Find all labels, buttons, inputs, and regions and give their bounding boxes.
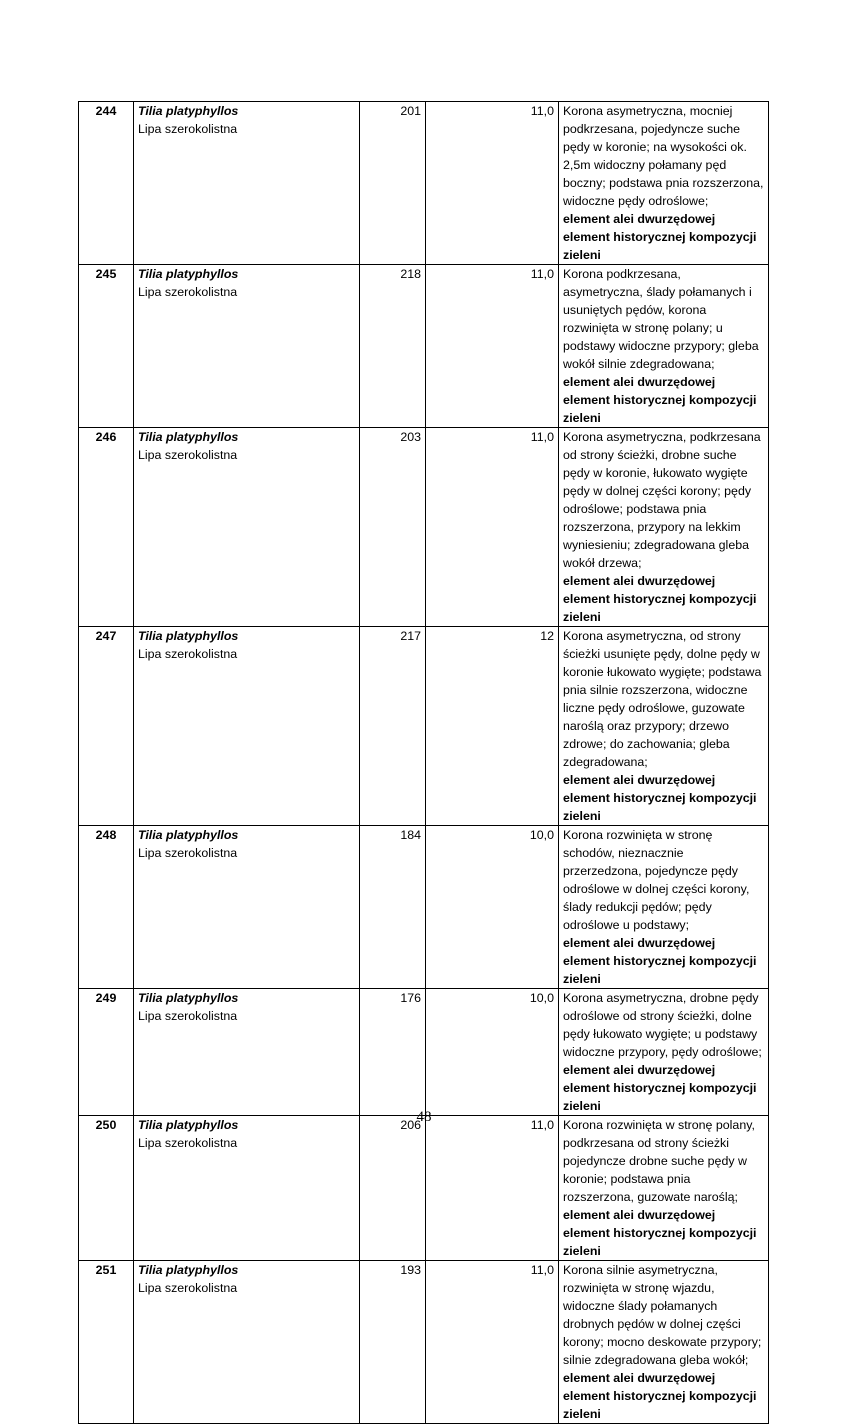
- common-name: Lipa szerokolistna: [138, 448, 238, 462]
- common-name: Lipa szerokolistna: [138, 846, 238, 860]
- table-body: [79, 102, 769, 1424]
- trunk-circumference: 193: [360, 1261, 426, 1424]
- tree-height: 11,0: [426, 265, 559, 428]
- historic-composition-note: element historycznej kompozycji zieleni: [563, 393, 757, 425]
- condition-description: Korona asymetryczna, podkrzesana od strony ścieżki, drobne suche pędy w koronie, łukowato wygięte pędy w dolnej części korony; pędy odroślowe; podstawa pnia rozszerzona, przypory na lekkim wyniesieniu; zdegradowana gleba wokół drzewa;: [563, 430, 761, 570]
- latin-name: Tilia platyphyllos: [138, 104, 239, 118]
- table-row: [79, 989, 769, 1116]
- tree-number: 247: [79, 627, 134, 826]
- description-cell: [559, 102, 769, 265]
- avenue-element-note: element alei dwurzędowej: [563, 773, 716, 787]
- tree-height: 10,0: [426, 989, 559, 1116]
- species-cell: [134, 627, 360, 826]
- avenue-element-note: element alei dwurzędowej: [563, 212, 716, 226]
- common-name: Lipa szerokolistna: [138, 647, 238, 661]
- condition-description: Korona silnie asymetryczna, rozwinięta w stronę wjazdu, widoczne ślady połamanych drobnych pędów w dolnej części korony; mocno deskowate przypory; silnie zdegradowana gleba wokół;: [563, 1263, 762, 1367]
- common-name: Lipa szerokolistna: [138, 1009, 238, 1023]
- latin-name: Tilia platyphyllos: [138, 267, 239, 281]
- page-number: 48: [416, 1109, 432, 1125]
- condition-description: Korona asymetryczna, mocniej podkrzesana, pojedyncze suche pędy w koronie; na wysokości ok. 2,5m widoczny połamany pęd boczny; podstawa pnia rozszerzona, widoczne pędy odroślowe;: [563, 104, 764, 208]
- condition-description: Korona rozwinięta w stronę polany, podkrzesana od strony ścieżki pojedyncze drobne suche pędy w koronie; podstawa pnia rozszerzona, guzowate naroślą;: [563, 1118, 755, 1204]
- tree-height: 10,0: [426, 826, 559, 989]
- latin-name: Tilia platyphyllos: [138, 430, 239, 444]
- tree-number: 250: [79, 1116, 134, 1261]
- condition-description: Korona podkrzesana, asymetryczna, ślady połamanych i usuniętych pędów, korona rozwinięta w stronę polany; u podstawy widoczne przypory; gleba wokół silnie zdegradowana;: [563, 267, 759, 371]
- historic-composition-note: element historycznej kompozycji zieleni: [563, 954, 757, 986]
- historic-composition-note: element historycznej kompozycji zieleni: [563, 230, 757, 262]
- tree-height: 11,0: [426, 102, 559, 265]
- tree-number: 245: [79, 265, 134, 428]
- description-cell: [559, 1261, 769, 1424]
- tree-number: 244: [79, 102, 134, 265]
- tree-height: 11,0: [426, 428, 559, 627]
- tree-inventory-table: [78, 101, 769, 1424]
- species-cell: [134, 265, 360, 428]
- tree-height: 12: [426, 627, 559, 826]
- avenue-element-note: element alei dwurzędowej: [563, 1208, 716, 1222]
- avenue-element-note: element alei dwurzędowej: [563, 574, 716, 588]
- species-cell: [134, 102, 360, 265]
- avenue-element-note: element alei dwurzędowej: [563, 375, 716, 389]
- trunk-circumference: 176: [360, 989, 426, 1116]
- tree-number: 251: [79, 1261, 134, 1424]
- table-row: [79, 826, 769, 989]
- table-row: [79, 428, 769, 627]
- common-name: Lipa szerokolistna: [138, 1281, 238, 1295]
- species-cell: [134, 1261, 360, 1424]
- species-cell: [134, 989, 360, 1116]
- avenue-element-note: element alei dwurzędowej: [563, 1063, 716, 1077]
- latin-name: Tilia platyphyllos: [138, 1118, 239, 1132]
- tree-number: 246: [79, 428, 134, 627]
- common-name: Lipa szerokolistna: [138, 285, 238, 299]
- common-name: Lipa szerokolistna: [138, 1136, 238, 1150]
- historic-composition-note: element historycznej kompozycji zieleni: [563, 1226, 757, 1258]
- table-row: [79, 265, 769, 428]
- trunk-circumference: 217: [360, 627, 426, 826]
- table-row: [79, 627, 769, 826]
- species-cell: [134, 1116, 360, 1261]
- historic-composition-note: element historycznej kompozycji zieleni: [563, 791, 757, 823]
- avenue-element-note: element alei dwurzędowej: [563, 936, 716, 950]
- tree-height: 11,0: [426, 1261, 559, 1424]
- common-name: Lipa szerokolistna: [138, 122, 238, 136]
- historic-composition-note: element historycznej kompozycji zieleni: [563, 1389, 757, 1421]
- trunk-circumference: 201: [360, 102, 426, 265]
- trunk-circumference: 184: [360, 826, 426, 989]
- description-cell: [559, 265, 769, 428]
- latin-name: Tilia platyphyllos: [138, 1263, 239, 1277]
- latin-name: Tilia platyphyllos: [138, 828, 239, 842]
- table-row: [79, 102, 769, 265]
- species-cell: [134, 428, 360, 627]
- tree-number: 249: [79, 989, 134, 1116]
- description-cell: [559, 989, 769, 1116]
- description-cell: [559, 627, 769, 826]
- description-cell: [559, 428, 769, 627]
- tree-number: 248: [79, 826, 134, 989]
- trunk-circumference: 218: [360, 265, 426, 428]
- description-cell: [559, 826, 769, 989]
- condition-description: Korona asymetryczna, od strony ścieżki usunięte pędy, dolne pędy w koronie łukowato wygięte; podstawa pnia silnie rozszerzona, widoczne liczne pędy odroślowe, guzowate naroślą oraz przypory; drzewo zdrowe; do zachowania; gleba zdegradowana;: [563, 629, 762, 769]
- condition-description: Korona rozwinięta w stronę schodów, nieznacznie przerzedzona, pojedyncze pędy odroślowe w dolnej części korony, ślady redukcji pędów; pędy odroślowe u podstawy;: [563, 828, 750, 932]
- avenue-element-note: element alei dwurzędowej: [563, 1371, 716, 1385]
- condition-description: Korona asymetryczna, drobne pędy odroślowe od strony ścieżki, dolne pędy łukowato wygięte; u podstawy widoczne przypory, pędy odroślowe;: [563, 991, 762, 1059]
- trunk-circumference: 206: [360, 1116, 426, 1261]
- description-cell: [559, 1116, 769, 1261]
- historic-composition-note: element historycznej kompozycji zieleni: [563, 592, 757, 624]
- latin-name: Tilia platyphyllos: [138, 629, 239, 643]
- latin-name: Tilia platyphyllos: [138, 991, 239, 1005]
- table-row: [79, 1261, 769, 1424]
- species-cell: [134, 826, 360, 989]
- historic-composition-note: element historycznej kompozycji zieleni: [563, 1081, 757, 1113]
- trunk-circumference: 203: [360, 428, 426, 627]
- table-row: [79, 1116, 769, 1261]
- tree-height: 11,0: [426, 1116, 559, 1261]
